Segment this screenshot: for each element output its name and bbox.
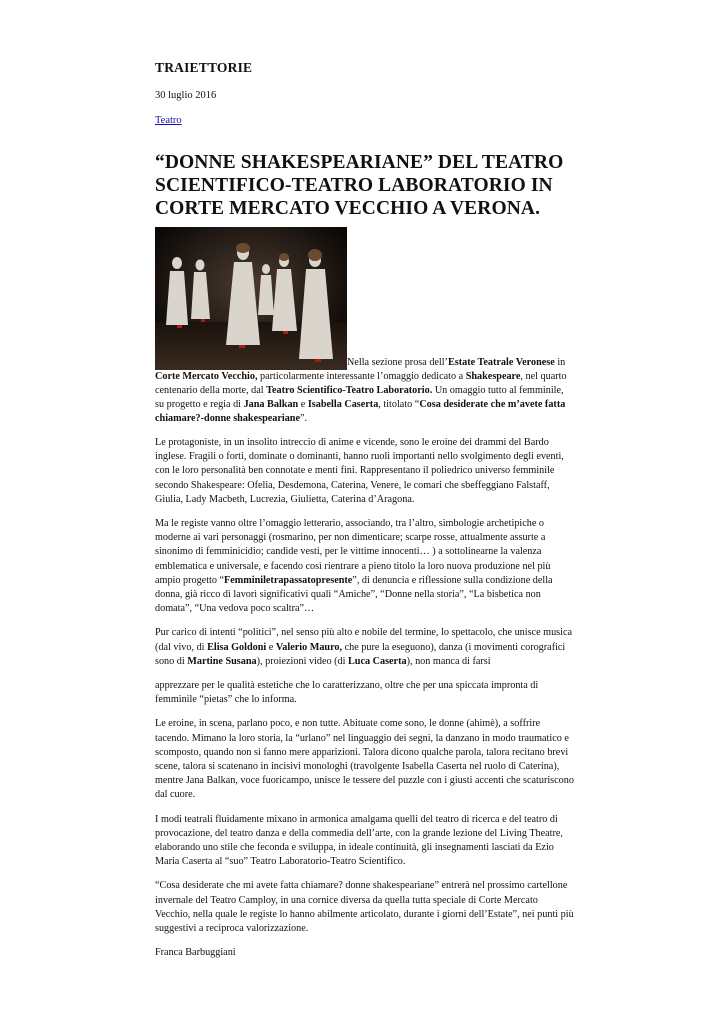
text-run: ”. bbox=[300, 413, 308, 424]
paragraph-4 bbox=[155, 626, 575, 669]
text-run: particolarmente interessante l’omaggio dedicato a bbox=[257, 371, 466, 382]
text-run: I modi teatrali fluidamente mixano in armonica amalgama quelli del teatro di ricerca e del teatro di provocazione, del teatro danza e della commedia dell’arte, con la grande lezione del Living Theatre, elaborando uno stile che feconda e sviluppa, in ideale continuità, gli insegnamenti lasciati da Ezio Maria Caserta al “suo” Teatro Laboratorio-Teatro Scientifico. bbox=[155, 813, 563, 868]
paragraph-3 bbox=[155, 517, 575, 616]
text-run: Estate Teatrale Veronese bbox=[448, 357, 555, 368]
article-page bbox=[155, 60, 575, 960]
text-run: Pur carico di intenti “politici”, nel senso più alto e nobile del termine, lo spettacolo, che unisce musica (dal vivo, di bbox=[155, 627, 573, 653]
text-run: Martine Susana bbox=[187, 655, 257, 667]
category-link[interactable]: Teatro bbox=[155, 115, 182, 126]
text-run: Isabella Caserta bbox=[307, 399, 379, 410]
text-run: e bbox=[266, 641, 276, 653]
text-run: apprezzare per le qualità estetiche che lo caratterizzano, oltre che per una spiccata impronta di femminile “pietas” che lo informa. bbox=[155, 680, 539, 706]
text-run: , titolato “ bbox=[378, 399, 420, 410]
post-date: 30 luglio 2016 bbox=[155, 90, 217, 101]
text-run: , nel quarto centenario della morte, dal bbox=[155, 371, 567, 396]
text-run: “Cosa desiderate che mi avete fatta chiamare? donne shakespeariane” entrerà nel prossimo cartellone invernale del Teatro Camploy, in una cornice diversa da quella tutta speciale di Corte Mercato Vecchio, nella quale le registe lo hanno abilmente articolato, durante i giorni dell’Estate”, nei punti più suggestivi a reciproca valorizzazione. bbox=[155, 880, 574, 935]
article-title: “DONNE SHAKESPEARIANE” DEL TEATRO SCIENTIFICO-TEATRO LABORATORIO IN CORTE MERCATO VECCHIO A VERONA. bbox=[155, 152, 564, 219]
text-run: ), proiezioni video (di bbox=[256, 655, 348, 667]
paragraph-7 bbox=[155, 813, 575, 870]
author-signature: Franca Barbuggiani bbox=[155, 947, 236, 959]
text-run: che pure la eseguono), danza (i movimenti corografici sono di bbox=[155, 641, 566, 667]
paragraph-5 bbox=[155, 679, 575, 707]
paragraph-6 bbox=[155, 717, 575, 802]
text-run: Elisa Goldoni bbox=[207, 641, 267, 653]
stage-photo bbox=[155, 227, 347, 370]
text-run: ), non manca di farsi bbox=[406, 655, 491, 667]
text-run: in bbox=[554, 357, 566, 368]
text-run: Valerio Mauro, bbox=[275, 641, 343, 653]
paragraph-8 bbox=[155, 879, 575, 936]
site-title[interactable]: TRAIETTORIE bbox=[155, 60, 253, 75]
paragraph-2 bbox=[155, 436, 575, 507]
text-run: Jana Balkan bbox=[243, 399, 299, 410]
text-run: Teatro Scientifico-Teatro Laboratorio. bbox=[266, 385, 433, 396]
text-run: ”, di denuncia e riflessione sulla condizione della donna, già ricco di lavori significativi quali “Amiche”, “Donne nella storia”, “La bisbetica non domata”, “Una vedova poco scaltra”… bbox=[155, 574, 553, 615]
text-run: Ma le registe vanno oltre l’omaggio letterario, associando, tra l’altro, simbologie archetipiche o moderne ai vari personaggi (rosmarino, per non dimenticare; scarpe rosse, attualmente assurte a sinonimo di femminicidio; candide vesti, per le vittime innocenti… ) a sottolinearne la valenza emblematica e universale, e facendo così rientrare a pieno titolo la loro nuova produzione nel più ampio progetto “ bbox=[155, 518, 551, 586]
text-run: Le eroine, in scena, parlano poco, e non tutte. Abituate come sono, le donne (ahimè), a soffrire tacendo. Mimano la loro storia, la “urlano” nel linguaggio dei segni, la danzano in modo traumatico e scomposto, quando non si fanno mere apparizioni. Talora dicono qualche parola, talora recitano brevi scene, talora si scatenano in incisivi monologhi (travolgente Isabella Caserta nel ruolo di Caterina), mentre Jana Balkan, voce fuoricampo, unisce le tessere del puzzle con i giusti accenti che scaturiscono dal cuore. bbox=[155, 718, 574, 801]
text-run: e bbox=[298, 399, 308, 410]
text-run: Shakespeare bbox=[465, 371, 521, 382]
text-run: Cosa desiderate che m’avete fatta chiamare?-donne shakespeariane bbox=[155, 399, 566, 424]
text-run: Le protagoniste, in un insolito intreccio di anime e vicende, sono le eroine dei drammi del Bardo inglese. Fragili o forti, dominate o dominanti, hanno ruoli importanti nello svolgimento degli eventi, con le loro personalità ben connotate e menti fini. Rappresentano il poliedrico universo femminile secondo Shakespeare: Ofelia, Desdemona, Caterina, Venere, le comari che sbeffeggiano Falstaff, Giulia, Lady Macbeth, Lucrezia, Giulietta, Caterina d’Aragona. bbox=[155, 437, 564, 505]
text-run: Luca Caserta bbox=[348, 655, 407, 667]
text-run: Corte Mercato Vecchio, bbox=[155, 371, 258, 382]
text-run: Nella sezione prosa dell’ bbox=[347, 357, 448, 368]
text-run: Femminiletrapassatopresente bbox=[224, 574, 353, 586]
text-run: Un omaggio tutto al femminile, su progetto e regia di bbox=[155, 385, 564, 410]
